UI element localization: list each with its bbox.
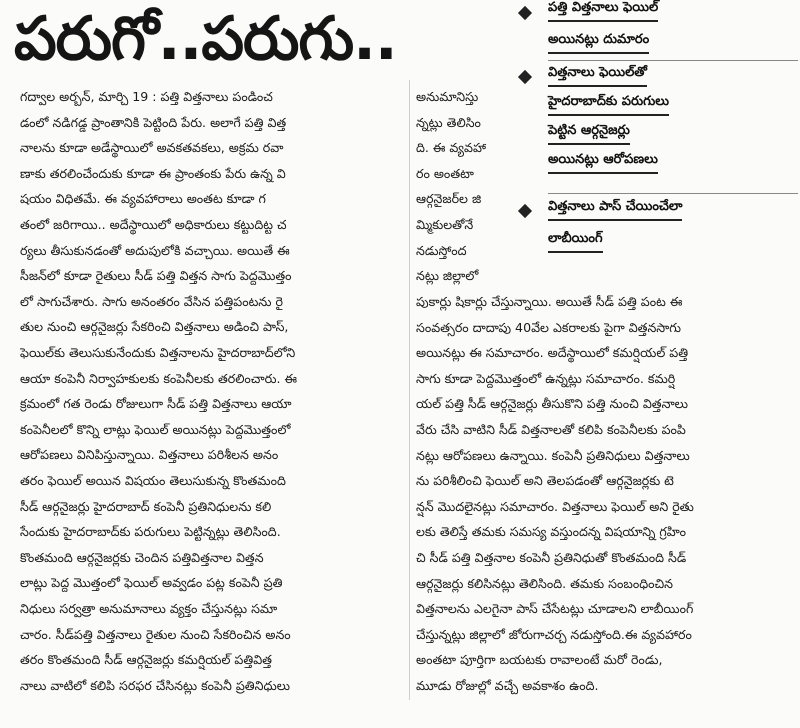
article-line: సీజన్‌లో కూడా రైతులు సీడ్ పత్తి విత్తన సాగు పెద్దమొత్తం <box>20 268 292 284</box>
article-line: యల్ పత్తి సీడ్ ఆర్గనైజర్లు తీసుకొని పత్తి నుంచి విత్తనాలు <box>416 396 688 412</box>
article-line: మ్మికులతోనే <box>416 217 474 232</box>
article-line: కొంతమంది ఆర్గనైజర్లకు చెందిన పత్తివిత్తనాల విత్తన <box>20 549 264 565</box>
article-line: మూడు రోజుల్లో వచ్చే అవకాశం ఉంది. <box>416 678 599 693</box>
article-line: ది. ఈ వ్యవహా <box>416 140 486 156</box>
article-line: సీడ్ ఆర్గనైజర్లు హైదరాబాద్ కంపెనీ ప్రతినిధులను కలి <box>20 498 272 514</box>
article-line: డంలో నడిగడ్డ ప్రాంతానికి పెట్టింది పేరు. అలాగే పత్తి విత్త <box>20 114 287 130</box>
article-line: తరం కొంతమంది సీడ్ ఆర్గనైజర్లు కమర్షియల్ పత్తివిత్త <box>20 652 272 668</box>
highlight-1-line-2: అయినట్లు దుమారం <box>548 29 649 54</box>
article-line: అయినట్లు ఈ సమాచారం. అదేస్థాయిలో కమర్షియల్ పత్తి <box>416 345 689 361</box>
article-line: లాట్లు పెద్ద మొత్తంలో ఫెయిల్ అవ్వడం పట్ల కంపెనీ ప్రతి <box>20 575 283 591</box>
bullet-icon <box>518 70 532 84</box>
article-line: అనుమానిస్తు <box>416 89 479 104</box>
article-line: ఆరోపణలు వినిపిస్తున్నాయి. విత్తనాలు పరిశీలన అనం <box>20 447 279 463</box>
highlight-3-line-1: విత్తనాలు పాస్ చేయించేలా <box>548 196 682 221</box>
article-line: చి సీడ్ పత్తి విత్తనాల కంపెనీ ప్రతినిధుతో కొంతమంది సీడ్ <box>416 550 687 565</box>
headline: పరుగో..పరుగు.. <box>14 4 397 74</box>
highlight-2-line-1: విత్తనాలు ఫెయిల్‌తో <box>548 62 647 87</box>
article-line: సంవత్సరం దాదాపు 40వేల ఎకరాలకు పైగా విత్తనసాగు <box>416 319 681 335</box>
article-line: షయం విధితమే. ఈ వ్యవహారాలు అంతట కూడా గ <box>20 191 266 207</box>
highlight-1-line-1: పత్తి విత్తనాలు ఫెయిల్ <box>548 0 658 22</box>
article-line: రం అంతటా <box>416 165 474 181</box>
article-line: క్రమంలో గత రెండు రోజులుగా సీడ్ పత్తి విత్తనాలు ఆయా <box>20 396 292 412</box>
article-line: నాలను కూడా అడేస్థాయిలో అవకతవకలు, అక్రమ రవా <box>20 140 284 156</box>
highlight-divider <box>548 60 798 61</box>
highlight-2-line-4: అయినట్లు ఆరోపణలు <box>548 149 658 174</box>
article-line: చారం. సీడ్‌పత్తి విత్తనాలు రైతుల నుంచి సేకరించిన అనం <box>20 626 291 642</box>
highlight-2-line-2: హైదరాబాద్‌కు పరుగులు <box>548 91 669 116</box>
article-line: పుకార్లు షికార్లు చేస్తున్నాయి. అయితే సీడ్ పత్తి పంట ఈ <box>416 294 683 309</box>
article-line: తంలో జరిగాయి.. అదేస్థాయిలో అధికారులు కట్టుదిట్ట చ <box>20 217 287 232</box>
article-line: కంపెనీలలో కొన్ని లాట్లు ఫెయిల్ అయినట్లు పెద్దమొత్తంలో <box>20 421 291 437</box>
article-line: ఆర్గనైజర్లు కలిసినట్లు తెలిసింది. తమకు సంబంధించిన <box>416 575 673 591</box>
article-line: లకు తెలిస్తే తమకు సమస్య వస్తుందన్న విషయాన్ని గ్రహిం <box>416 524 686 540</box>
highlights-box <box>510 0 800 262</box>
column-divider <box>409 80 410 700</box>
article-line: న్నట్లు తెలిసిం <box>416 114 481 130</box>
article-line: ను పరిశీలించి ఫెయిల్ అని తెలపడంతో ఆర్గనైజర్లకు టె <box>416 473 674 489</box>
article-line: విత్తనాలను ఎలగైనా పాస్ చేసేటట్లు చూడాలని లాబీయింగ్ <box>416 601 694 617</box>
article-line: నట్లు జిల్లాలో <box>416 268 479 284</box>
highlight-3-line-2: లాబీయింగ్ <box>548 228 603 253</box>
article-line: ఆర్గనైజర్‌ల జి <box>416 191 482 207</box>
article-line: చేస్తున్నట్లు జిల్లాలో జోరుగాచర్చ నడుస్తోంది.ఈ వ్యవహారం <box>416 626 692 642</box>
article-line: తుల నుంచి ఆర్గనైజర్లు సేకరించి విత్తనాలు అడించి పాస్, <box>20 319 289 335</box>
article-line: సాగు కూడా పెద్దమొత్తంలో ఉన్నట్లు సమాచారం. కమర్షి <box>416 370 676 386</box>
article-line: నట్లు ఆరోపణలు ఉన్నాయి. కంపెనీ ప్రతినిధులు విత్తనాలు <box>416 447 690 463</box>
article-line: తరం ఫెయిల్ అయిన విషయం తెలుసుకున్న కొంతమంది <box>20 473 286 488</box>
article-line: ర్యలు తీసుకునడంతో అదుపులోకి వచ్చాయి. అయితే ఈ <box>20 242 290 258</box>
bullet-icon <box>518 204 532 218</box>
article-line: గద్వాల అర్బన్, మార్చి 19 : పత్తి విత్తనాలు పండించ <box>20 89 273 104</box>
article-line: ఫెయిల్‌కు తెలుసుకునేందుకు విత్తనాలను హైదరాబాద్‌లోని <box>20 345 296 360</box>
article-line: నాలు వాటిలో కలిపి సరఫర చేసినట్లు కంపెనీ ప్రతినిధులు <box>20 677 291 693</box>
bullet-icon <box>518 6 532 20</box>
article-line: నడుస్తోంద <box>416 242 467 258</box>
article-line: ఆయా కంపెనీ నిర్వాహకులకు కంపెనీలకు తరలించారు. ఈ <box>20 370 297 386</box>
article-line: అంతటా పూర్తిగా బయటకు రావాలంటే మరో రెండు, <box>416 652 663 668</box>
article-line: సేందుకు హైదరాబాద్‌కు పరుగులు పెట్టిన్నట్లు తెలిసింది. <box>20 524 281 540</box>
highlight-divider <box>548 193 798 194</box>
article-line: వేరు చేసి వాటిని సీడ్ విత్తనాలతో కలిపి కంపెనీలకు పంపి <box>416 422 686 437</box>
article-line: న్షన్ మొదలైనట్లు సమాచారం. విత్తనాలు ఫెయిల్ అని రైతు <box>416 498 694 514</box>
article-line: లో సాగుచేశారు. సాగు అనంతరం వేసిన పత్తిపంటను రై <box>20 293 283 309</box>
article-line: ణాకు తరలించేందుకు కూడా ఈ ప్రాంతంకు పేరు ఉన్న వి <box>20 165 286 181</box>
highlight-2-line-3: పెట్టిన ఆర్గనైజర్లు <box>548 120 630 145</box>
article-line: నిధులు సర్వత్రా అనుమానాలు వ్యక్తం చేస్తునట్లు సమా <box>20 601 278 616</box>
